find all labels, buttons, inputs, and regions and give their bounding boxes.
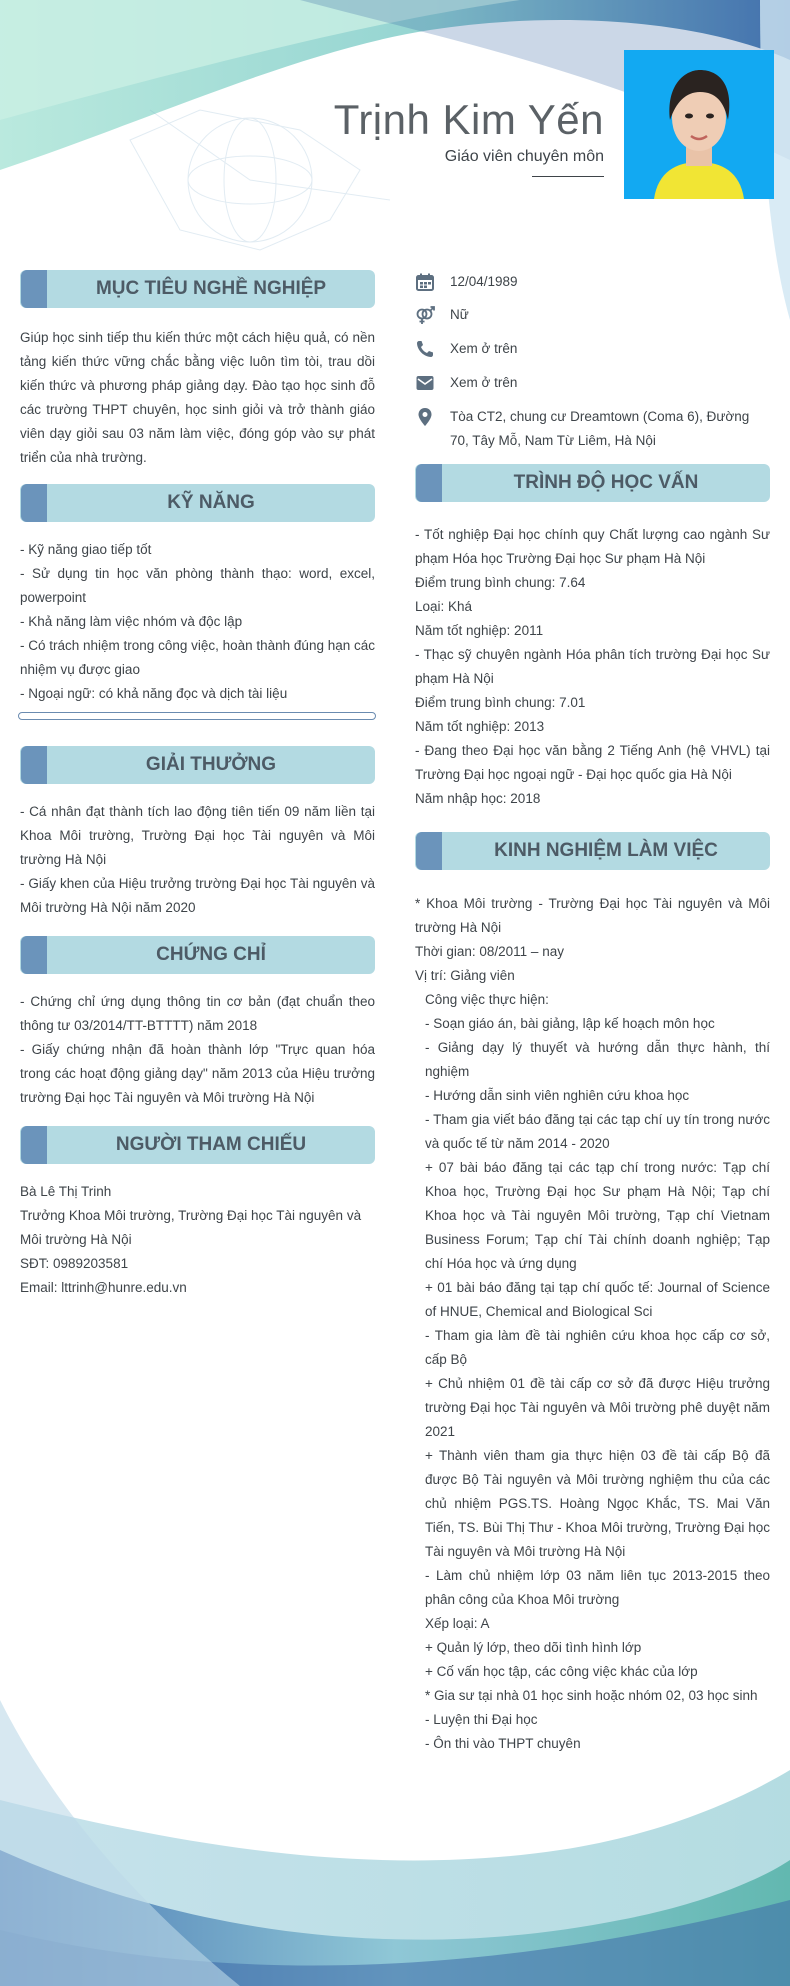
list-item: - Chứng chỉ ứng dụng thông tin cơ bản (đạt chuẩn theo thông tư 03/2014/TT-BTTTT) năm 2018 [20,994,375,1033]
gender-icon [415,305,435,325]
list-item: - Sử dụng tin học văn phòng thành thạo: word, excel, powerpoint [20,566,375,605]
list-item: Công việc thực hiện: [425,992,549,1007]
list-item: - Khả năng làm việc nhóm và độc lập [20,614,243,629]
section-header-tab [416,832,442,870]
address-value: Tòa CT2, chung cư Dreamtown (Coma 6), Đường 70, Tây Mỗ, Nam Từ Liêm, Hà Nội [450,409,750,448]
list-item: - Thạc sỹ chuyên ngành Hóa phân tích trường Đại học Sư phạm Hà Nội [415,647,770,686]
list-item: * Gia sư tại nhà 01 học sinh hoặc nhóm 02, 03 học sinh [425,1688,758,1703]
list-item: + Thành viên tham gia thực hiện 03 đề tài cấp Bộ đã được Bộ Tài nguyên và Môi trường nghiệm thu của các chủ nhiệm PGS.TS. Hoàng Ngọc Khắc, TS. Mai Văn Tiến, TS. Bùi Thị Thư - Khoa Môi trường, Trường Đại học Tài nguyên và Môi trường Hà Nội [425,1448,770,1559]
list-item: - Ngoại ngữ: có khả năng đọc và dịch tài liệu [20,686,288,701]
list-item: + Chủ nhiệm 01 đề tài cấp cơ sở đã được Hiệu trưởng trường Đại học Tài nguyên và Môi trường phê duyệt năm 2021 [425,1376,770,1439]
section-header-tab [416,464,442,502]
list-item: Năm tốt nghiệp: 2011 [415,623,544,638]
email-value: Xem ở trên [450,375,518,390]
section-title: CHỨNG CHỈ [156,944,266,965]
list-item: - Cá nhân đạt thành tích lao động tiên tiến 09 năm liền tại Khoa Môi trường, Trường Đại học Tài nguyên và Môi trường Hà Nội [20,804,375,867]
section-title: MỤC TIÊU NGHỀ NGHIỆP [95,278,327,299]
section-header-education [415,464,770,502]
map-pin-icon [415,407,435,427]
list-item: + 01 bài báo đăng tại tạp chí quốc tế: Journal of Science of HNUE, Chemical and Biological Sci [425,1280,770,1319]
experience-position: Vị trí: Giảng viên [415,968,515,983]
list-item: Năm tốt nghiệp: 2013 [415,719,545,734]
reference-position: Trưởng Khoa Môi trường, Trường Đại học Tài nguyên và Môi trường Hà Nội [20,1208,362,1247]
experience-period: Thời gian: 08/2011 – nay [415,944,564,959]
envelope-icon [415,373,435,393]
section-divider [18,712,376,720]
section-title: KINH NGHIỆM LÀM VIỆC [494,840,718,861]
list-item: Năm nhập học: 2018 [415,791,541,806]
section-header-tab [21,936,47,974]
list-item: Xếp loại: A [425,1616,490,1631]
section-header-experience [415,832,770,870]
info-email [415,371,770,395]
section-title: KỸ NĂNG [167,492,255,513]
section-header-tab [21,1126,47,1164]
phone-value: Xem ở trên [450,341,518,356]
awards-list [20,800,375,920]
section-title: NGƯỜI THAM CHIẾU [115,1134,307,1155]
list-item: - Có trách nhiệm trong công việc, hoàn thành đúng hạn các nhiệm vụ được giao [20,638,375,677]
job-title: Giáo viên chuyên môn [444,148,604,165]
list-item: - Tham gia viết báo đăng tại các tạp chí uy tín trong nước và quốc tế từ năm 2014 - 2020 [425,1112,770,1151]
list-item: - Tham gia làm đề tài nghiên cứu khoa học cấp cơ sở, cấp Bộ [425,1328,770,1367]
profile-photo [624,50,774,199]
list-item: - Luyện thi Đại học [425,1712,538,1727]
list-item: - Làm chủ nhiệm lớp 03 năm liên tục 2013-2015 theo phân công của Khoa Môi trường [425,1568,770,1607]
list-item: - Hướng dẫn sinh viên nghiên cứu khoa học [425,1088,690,1103]
section-header-certificates [20,936,375,974]
section-header-objective [20,270,375,308]
list-item: - Đang theo Đại học văn bằng 2 Tiếng Anh (hệ VHVL) tại Trường Đại học ngoại ngữ - Đại học quốc gia Hà Nội [415,743,770,782]
dob-value: 12/04/1989 [450,274,518,289]
list-item: Loại: Khá [415,599,473,614]
info-dob [415,270,770,294]
skills-list [20,538,375,706]
section-header-skills [20,484,375,522]
education-list [415,523,770,811]
list-item: - Kỹ năng giao tiếp tốt [20,542,152,557]
gender-value: Nữ [450,307,469,322]
reference-phone: SĐT: 0989203581 [20,1256,129,1271]
title-underline [532,176,604,177]
list-item: - Ôn thi vào THPT chuyên [425,1736,581,1751]
section-title: TRÌNH ĐỘ HỌC VẤN [513,472,699,493]
info-phone [415,337,770,361]
section-header-tab [21,746,47,784]
list-item: - Soạn giáo án, bài giảng, lập kế hoạch môn học [425,1016,715,1031]
experience-list [415,892,770,1756]
section-header-tab [21,484,47,522]
list-item: + Quản lý lớp, theo dõi tình hình lớp [425,1640,642,1655]
list-item: - Giấy chứng nhận đã hoàn thành lớp "Trực quan hóa trong các hoạt động giảng dạy" năm 2013 của Hiệu trưởng trường Đại học Tài nguyên và Môi trường Hà Nội [20,1042,375,1105]
info-address [415,405,770,453]
list-item: + Cố vấn học tập, các công việc khác của lớp [425,1664,698,1679]
list-item: - Giấy khen của Hiệu trưởng trường Đại học Tài nguyên và Môi trường Hà Nội năm 2020 [20,876,375,915]
list-item: - Tốt nghiệp Đại học chính quy Chất lượng cao ngành Sư phạm Hóa học Trường Đại học Sư phạm Hà Nội [415,527,770,566]
list-item: + 07 bài báo đăng tại các tạp chí trong nước: Tạp chí Khoa học, Trường Đại học Sư phạm Hà Nội; Tạp chí Khoa học và Tài nguyên Môi trường, Tạp chí Vietnam Business Forum; Tạp chí Tài chính doanh nghiệp; Tạp chí Hóa học và ứng dụng [425,1160,770,1271]
references-block [20,1180,375,1300]
list-item: Điểm trung bình chung: 7.64 [415,575,586,590]
reference-name: Bà Lê Thị Trinh [20,1184,112,1199]
certificates-list [20,990,375,1110]
experience-workplace: * Khoa Môi trường - Trường Đại học Tài nguyên và Môi trường Hà Nội [415,896,770,935]
phone-icon [415,339,435,359]
calendar-icon [415,272,435,292]
experience-details [415,988,770,1756]
section-title: GIẢI THƯỞNG [145,754,277,775]
list-item: - Giảng dạy lý thuyết và hướng dẫn thực hành, thí nghiệm [425,1040,770,1079]
info-gender [415,303,770,327]
section-header-references [20,1126,375,1164]
list-item: Điểm trung bình chung: 7.01 [415,695,586,710]
objective-text: Giúp học sinh tiếp thu kiến thức một cách hiệu quả, có nền tảng kiến thức vững chắc bằng việc luôn tìm tòi, trau dồi kiến thức và phương pháp giảng dạy. Đào tạo học sinh đỗ các trường THPT chuyên, học sinh giỏi và trở thành giáo viên dạy giỏi sau 03 năm làm việc, đóng góp vào sự phát triển của nhà trường. [20,330,375,465]
candidate-name: Trịnh Kim Yến [333,96,604,143]
section-header-tab [21,270,47,308]
section-header-awards [20,746,375,784]
reference-email: Email: lttrinh@hunre.edu.vn [20,1280,187,1295]
